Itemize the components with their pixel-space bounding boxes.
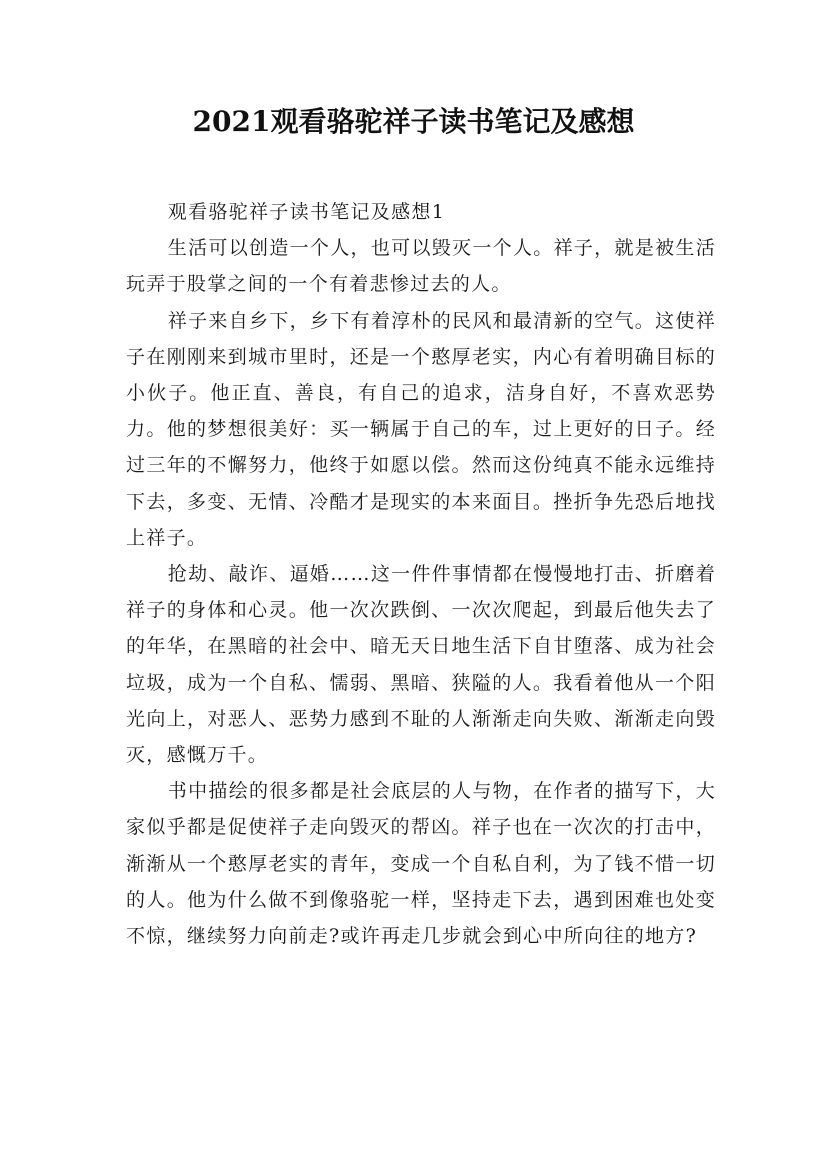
document-body [126, 194, 716, 954]
paragraph: 书中描绘的很多都是社会底层的人与物，在作者的描写下，大家似乎都是促使祥子走向毁灭的帮凶。祥子也在一次次的打击中，渐渐从一个憨厚老实的青年，变成一个自私自利，为了钱不惜一切的人。他为什么做不到像骆驼一样，坚持走下去，遇到困难也处变不惊，继续努力向前走?或许再走几步就会到心中所向往的地方? [126, 780, 716, 948]
paragraph-heading: 观看骆驼祥子读书笔记及感想1 [167, 201, 446, 223]
paragraph: 祥子来自乡下，乡下有着淳朴的民风和最清新的空气。这使祥子在刚刚来到城市里时，还是一个憨厚老实，内心有着明确目标的小伙子。他正直、善良，有自己的追求，洁身自好，不喜欢恶势力。他的梦想很美好：买一辆属于自己的车，过上更好的日子。经过三年的不懈努力，他终于如愿以偿。然而这份纯真不能永远维持下去，多变、无情、冷酷才是现实的本来面目。挫折争先恐后地找上祥子。 [126, 309, 716, 549]
document-title: 2021观看骆驼祥子读书笔记及感想 [192, 105, 635, 138]
paragraph: 抢劫、敲诈、逼婚……这一件件事情都在慢慢地打击、折磨着祥子的身体和心灵。他一次次跌倒、一次次爬起，到最后他失去了的年华，在黑暗的社会中、暗无天日地生活下自甘堕落、成为社会垃圾，成为一个自私、懦弱、黑暗、狭隘的人。我看着他从一个阳光向上，对恶人、恶势力感到不耻的人渐渐走向失败、渐渐走向毁灭，感慨万千。 [126, 563, 716, 767]
paragraph: 生活可以创造一个人，也可以毁灭一个人。祥子，就是被生活玩弄于股掌之间的一个有着悲惨过去的人。 [126, 237, 716, 296]
